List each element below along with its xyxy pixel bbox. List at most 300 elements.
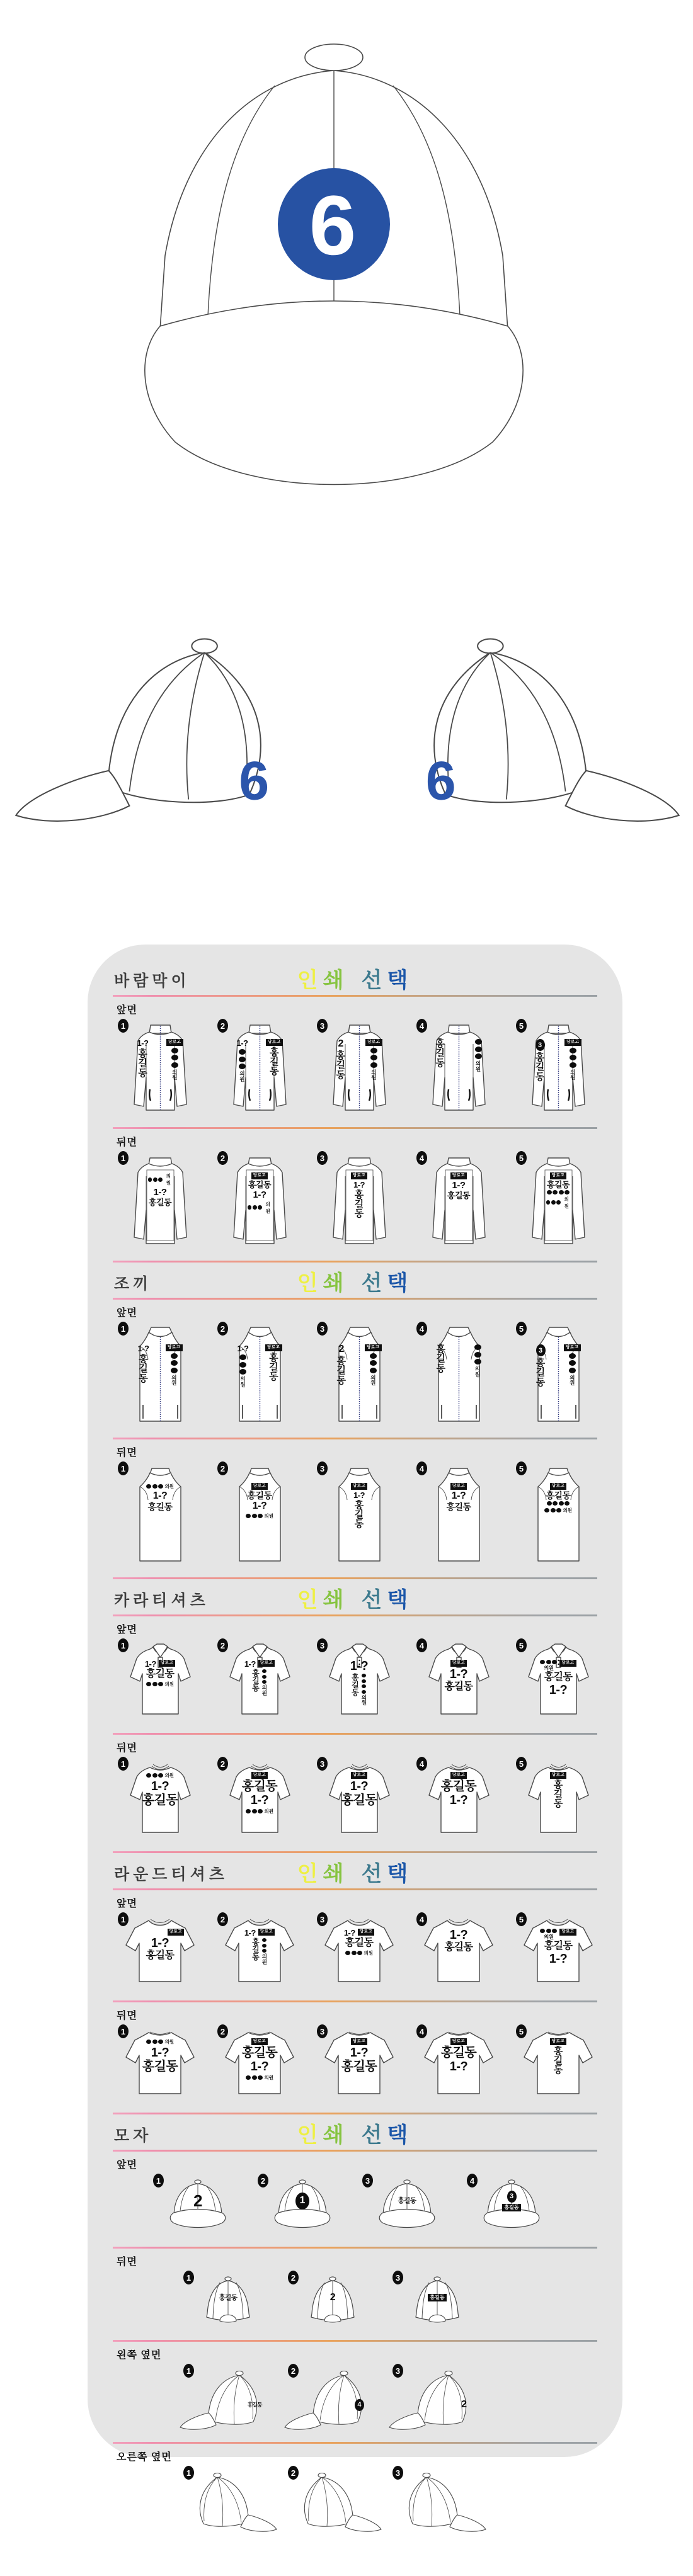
print-photo-dots — [146, 1681, 174, 1688]
option-cap-cap-right-1[interactable] — [176, 2465, 280, 2534]
option-vest-vest-front-5[interactable] — [508, 1320, 608, 1422]
print-party-logo: 당로고 — [351, 1772, 367, 1779]
garment-windbreaker-back — [326, 1156, 392, 1245]
option-cap-cap-front-4[interactable] — [459, 2172, 564, 2237]
option-number-badge: 2 — [217, 1912, 228, 1926]
print-preview — [136, 1929, 184, 1983]
side-cap-number: 6 — [425, 751, 456, 812]
hero-number: 6 — [309, 179, 357, 273]
option-number-badge: 5 — [516, 2024, 527, 2038]
print-photo-dots — [246, 1512, 273, 1519]
side-cap-number: 6 — [239, 751, 270, 812]
garment-polo-front — [522, 1643, 595, 1718]
print-party-logo: 당로고 — [266, 1039, 282, 1046]
print-text: 2 — [193, 2191, 202, 2210]
garment-windbreaker-front — [326, 1024, 392, 1112]
print-party-logo: 당로고 — [251, 1772, 268, 1779]
option-vest-vest-front-3[interactable] — [309, 1320, 409, 1422]
print-dots-suffix: 의원 — [265, 1201, 270, 1214]
print-preview — [335, 1772, 384, 1834]
print-party-logo: 당로고 — [159, 1660, 175, 1667]
print-photo-dots — [370, 1353, 377, 1373]
print-preview — [447, 1172, 471, 1238]
print-party-logo: 당로고 — [559, 1660, 576, 1667]
garment-polo-back — [124, 1762, 197, 1836]
option-vest-vest-back-1[interactable] — [110, 1460, 210, 1562]
print-text: 2 — [338, 1344, 344, 1354]
print-text: 1-? — [137, 1038, 149, 1048]
print-select-header — [297, 2118, 413, 2148]
print-text: 2 — [329, 2292, 336, 2303]
print-vertical-text: 홍 길 동 — [536, 1358, 546, 1388]
print-text: 홍길동 — [546, 1179, 570, 1189]
print-text: 2 — [338, 1038, 343, 1049]
section-divider — [113, 1851, 597, 1853]
select-char: 쇄 — [323, 1862, 349, 1886]
print-photo-dots — [547, 1501, 570, 1506]
option-cap-cap-left-1[interactable] — [176, 2363, 280, 2432]
option-number-badge: 1 — [183, 2466, 194, 2480]
print-text: 1-? — [549, 1682, 568, 1697]
print-dots-suffix: 의원 — [264, 1808, 273, 1814]
print-vertical-text: 의 원 — [261, 1953, 267, 1965]
section-divider — [113, 1888, 597, 1890]
print-text: 홍길동 — [341, 2059, 377, 2074]
option-row — [101, 1460, 609, 1562]
garment-tee-back — [321, 2029, 397, 2097]
select-char: 쇄 — [323, 2123, 349, 2147]
print-number-badge: 3 — [536, 1039, 545, 1051]
option-round-tee-tee-front-1[interactable] — [110, 1911, 210, 1985]
print-party-logo: 당로고 — [251, 1483, 268, 1490]
print-text: 1-? — [151, 1779, 169, 1793]
option-cap-cap-back-2[interactable] — [280, 2269, 385, 2330]
print-text: 홍길동 — [444, 1942, 473, 1953]
row-label: 앞면 — [117, 1005, 137, 1016]
print-photo-dots — [146, 2038, 174, 2045]
print-preview — [389, 2496, 432, 2517]
print-preview — [236, 2038, 284, 2095]
section-divider — [113, 1438, 597, 1439]
option-cap-cap-right-2[interactable] — [280, 2465, 385, 2534]
row-label: 뒤면 — [117, 2011, 137, 2021]
garment-cap-left — [386, 2369, 490, 2432]
print-text: 홍길동 — [446, 1501, 471, 1512]
row-label: 뒤면 — [117, 1448, 137, 1458]
print-dots-suffix: 의원 — [164, 1681, 174, 1687]
option-polo-polo-front-1[interactable] — [110, 1637, 210, 1718]
print-number-badge: 3 — [536, 1344, 546, 1356]
section-cap — [101, 2119, 609, 2534]
option-number-badge: 1 — [153, 2174, 164, 2187]
print-text: 의원 — [544, 1665, 554, 1671]
print-vertical-text: 홍 길 동 — [436, 1344, 445, 1374]
print-photo-dots — [262, 1669, 266, 1684]
hero-cap-front-icon — [140, 42, 527, 526]
option-polo-polo-front-4[interactable] — [409, 1637, 508, 1718]
option-windbreaker-windbreaker-front-1[interactable] — [110, 1018, 210, 1112]
print-text: 1-? — [343, 1928, 355, 1938]
option-number-badge: 1 — [118, 2024, 129, 2038]
print-photo-dots — [570, 1048, 576, 1068]
option-number-badge: 3 — [317, 1912, 328, 1926]
option-number-badge: 3 — [317, 1757, 328, 1771]
print-party-logo: 당로고 — [559, 1929, 576, 1936]
print-text: 1-? — [350, 1779, 369, 1793]
option-round-tee-tee-back-4[interactable] — [409, 2023, 508, 2097]
print-vertical-text: 홍 길 동 — [336, 1356, 346, 1386]
print-vertical-text: 의 원 — [361, 1694, 367, 1706]
print-party-logo: 당로고 — [168, 1929, 184, 1936]
option-cap-cap-left-3[interactable] — [385, 2363, 490, 2432]
option-number-badge: 1 — [183, 2364, 194, 2378]
select-char: 선 — [361, 1271, 387, 1295]
garment-cap-left — [176, 2369, 280, 2432]
garment-tee-front — [222, 1917, 297, 1985]
print-dots-suffix: 의원 — [564, 1196, 569, 1209]
print-stack — [262, 1938, 267, 1965]
print-preview — [338, 2394, 381, 2415]
print-party-logo: 당로고 — [365, 1344, 381, 1351]
garment-polo-front — [323, 1643, 396, 1718]
print-vertical-text: 의 원 — [239, 1070, 245, 1082]
print-preview — [338, 1483, 381, 1555]
option-number-badge: 5 — [516, 1019, 527, 1033]
select-char: 선 — [361, 1862, 387, 1886]
garment-polo-back — [423, 1762, 495, 1836]
print-vertical-text: 홍 길 동 — [352, 1673, 359, 1698]
option-number-badge: 4 — [467, 2174, 478, 2187]
option-row — [101, 1018, 609, 1112]
print-text: 홍길동 — [142, 2060, 178, 2074]
option-number-badge: 1 — [118, 1461, 129, 1475]
garment-tee-back — [520, 2029, 596, 2097]
section-divider — [113, 995, 597, 997]
print-right-column — [475, 1039, 482, 1072]
print-text: 1-? — [350, 2045, 369, 2060]
print-preview — [437, 1483, 481, 1555]
print-right-column — [266, 1039, 282, 1076]
row-label: 왼쪽 옆면 — [117, 2350, 162, 2361]
print-vertical-text: 홍 길 동 — [435, 1038, 445, 1069]
select-char: 인 — [297, 968, 323, 992]
option-cap-cap-front-3[interactable] — [355, 2172, 459, 2237]
print-photo-dots — [345, 1949, 373, 1956]
print-dots-suffix: 의원 — [364, 1950, 373, 1956]
print-party-logo: 당로고 — [251, 1172, 268, 1179]
option-cap-cap-left-2[interactable] — [280, 2363, 385, 2432]
option-row — [101, 1150, 609, 1245]
print-line — [534, 1660, 583, 1671]
section-divider — [113, 1614, 597, 1616]
garment-windbreaker-back — [426, 1156, 492, 1245]
select-char: 택 — [387, 1271, 413, 1295]
print-vertical-text: 홍 길 동 — [354, 1499, 364, 1530]
print-text: 1-? — [153, 1187, 167, 1198]
option-row — [101, 2023, 609, 2097]
row-label: 앞면 — [117, 2160, 137, 2170]
print-number-badge: 3 — [507, 2191, 517, 2203]
print-party-logo: 당로고 — [450, 1172, 467, 1179]
option-number-badge: 4 — [416, 2024, 427, 2038]
garment-vest-back — [130, 1467, 190, 1562]
print-party-logo: 당로고 — [351, 1172, 367, 1179]
section-title: 카라티셔츠 — [114, 1592, 209, 1609]
option-number-badge: 3 — [317, 1322, 328, 1336]
options-panel — [88, 945, 622, 2478]
option-vest-vest-front-4[interactable] — [409, 1320, 508, 1422]
print-text: 홍길동 — [546, 1490, 571, 1501]
garment-vest-front — [130, 1327, 190, 1422]
option-number-badge: 1 — [183, 2271, 194, 2284]
print-left-column — [437, 1344, 446, 1373]
print-text: 1-? — [449, 1928, 468, 1942]
option-polo-polo-back-5[interactable] — [508, 1756, 608, 1836]
print-line — [335, 1674, 384, 1706]
option-round-tee-tee-front-5[interactable] — [508, 1911, 608, 1985]
print-party-logo: 당로고 — [550, 1772, 566, 1779]
option-number-badge: 2 — [288, 2271, 299, 2284]
print-photo-dots — [540, 1929, 557, 1933]
print-photo-dots — [474, 1344, 481, 1365]
print-text: 홍길동 — [398, 2196, 416, 2204]
print-preview — [534, 1660, 583, 1715]
option-windbreaker-windbreaker-front-3[interactable] — [309, 1018, 409, 1112]
section-polo — [101, 1584, 609, 1836]
option-row — [101, 2465, 609, 2534]
option-cap-cap-front-2[interactable] — [250, 2172, 355, 2237]
garment-windbreaker-front — [127, 1024, 193, 1112]
option-windbreaker-windbreaker-back-2[interactable] — [210, 1150, 309, 1245]
print-preview — [248, 1172, 272, 1238]
print-preview — [442, 2394, 485, 2415]
garment-tee-back — [122, 2029, 198, 2097]
print-party-logo: 당로고 — [166, 1039, 183, 1046]
print-text: 홍길동 — [142, 1793, 178, 1807]
garment-tee-back — [222, 2029, 297, 2097]
print-text: 홍길동 — [544, 1940, 573, 1951]
section-divider — [113, 2000, 597, 2002]
print-preview — [437, 1344, 481, 1416]
print-preview — [285, 2496, 328, 2517]
row-label: 앞면 — [117, 1625, 137, 1635]
select-char: 택 — [387, 1862, 413, 1886]
print-text: 홍길동 — [247, 1490, 272, 1501]
section-header — [113, 1858, 597, 1887]
section-divider — [113, 2340, 597, 2342]
option-cap-cap-right-3[interactable] — [385, 2465, 490, 2534]
row-label: 앞면 — [117, 1898, 137, 1909]
section-header — [113, 965, 597, 994]
option-vest-vest-back-2[interactable] — [210, 1460, 309, 1562]
print-right-column — [365, 1039, 382, 1081]
option-number-badge: 1 — [118, 1912, 129, 1926]
print-photo-dots — [544, 1507, 572, 1514]
print-preview — [204, 2287, 252, 2308]
option-number-badge: 5 — [516, 1638, 527, 1652]
select-char: 쇄 — [323, 1588, 349, 1612]
option-number-badge: 1 — [118, 1638, 129, 1652]
option-row — [101, 1320, 609, 1422]
print-right-column — [166, 1039, 183, 1081]
option-vest-vest-back-5[interactable] — [508, 1460, 608, 1562]
option-number-badge: 4 — [416, 1461, 427, 1475]
print-text: 1-? — [244, 1659, 256, 1669]
section-title: 라운드티셔츠 — [114, 1866, 228, 1883]
print-dots-suffix: 의원 — [164, 1484, 174, 1489]
option-round-tee-tee-back-2[interactable] — [210, 2023, 309, 2097]
option-number-badge: 3 — [317, 1638, 328, 1652]
option-vest-vest-back-3[interactable] — [309, 1460, 409, 1562]
print-vertical-text: 홍 길 동 — [252, 1669, 260, 1693]
garment-tee-front — [321, 1917, 397, 1985]
print-preview — [336, 1039, 382, 1107]
print-preview — [383, 2190, 431, 2211]
option-number-badge: 4 — [416, 1638, 427, 1652]
option-number-badge: 3 — [317, 1019, 328, 1033]
print-vertical-text: 의 원 — [370, 1374, 376, 1387]
print-vertical-text: 홍 길 동 — [269, 1352, 278, 1383]
garment-cap-right — [281, 2471, 385, 2534]
garment-cap-right — [386, 2471, 490, 2534]
option-number-badge: 1 — [118, 1019, 129, 1033]
print-text: 1-? — [549, 1951, 568, 1966]
select-char: 선 — [361, 968, 387, 992]
option-round-tee-tee-back-3[interactable] — [309, 2023, 409, 2097]
print-vertical-text: 의 원 — [475, 1060, 481, 1072]
option-polo-polo-front-2[interactable] — [210, 1637, 309, 1718]
garment-vest-front — [429, 1327, 489, 1422]
print-preview — [238, 1344, 282, 1416]
option-number-badge: 5 — [516, 1151, 527, 1165]
print-preview — [546, 1172, 571, 1238]
option-vest-vest-front-1[interactable] — [110, 1320, 210, 1422]
print-party-logo: 당로고 — [258, 1660, 275, 1667]
section-windbreaker — [101, 965, 609, 1245]
option-cap-cap-back-1[interactable] — [176, 2269, 280, 2330]
section-divider — [113, 2113, 597, 2114]
print-left-column — [138, 1344, 149, 1383]
print-preview — [488, 2190, 536, 2211]
print-party-logo: 당로고 — [265, 1344, 282, 1351]
option-round-tee-tee-front-2[interactable] — [210, 1911, 309, 1985]
print-photo-dots — [146, 1772, 174, 1779]
print-text: 의원 — [544, 1934, 554, 1940]
option-number-badge: 3 — [362, 2174, 373, 2187]
print-name-box: 홍길동 — [502, 2204, 520, 2211]
side-cap-left-icon — [3, 635, 331, 830]
print-select-header — [297, 1582, 413, 1613]
option-cap-cap-front-1[interactable] — [146, 2172, 250, 2237]
option-number-badge: 3 — [317, 2024, 328, 2038]
print-preview — [335, 2038, 383, 2095]
garment-cap-right — [176, 2471, 280, 2534]
print-photo-dots — [546, 1196, 571, 1210]
option-round-tee-tee-back-1[interactable] — [110, 2023, 210, 2097]
print-preview — [534, 1772, 583, 1834]
garment-tee-front — [421, 1917, 496, 1985]
option-number-badge: 1 — [118, 1322, 129, 1336]
option-polo-polo-back-2[interactable] — [210, 1756, 309, 1836]
print-preview — [435, 1929, 483, 1983]
option-windbreaker-windbreaker-front-2[interactable] — [210, 1018, 309, 1112]
print-preview — [413, 2287, 461, 2308]
option-windbreaker-windbreaker-back-4[interactable] — [409, 1150, 508, 1245]
option-round-tee-tee-front-3[interactable] — [309, 1911, 409, 1985]
print-text: 1-? — [353, 1179, 365, 1189]
garment-vest-back — [329, 1467, 389, 1562]
option-number-badge: 1 — [118, 1757, 129, 1771]
section-round-tee — [101, 1858, 609, 2097]
print-right-column — [474, 1344, 481, 1377]
print-text: 1-? — [451, 1490, 466, 1501]
option-row — [101, 2172, 609, 2237]
section-divider — [113, 2442, 597, 2444]
print-preview — [135, 1660, 185, 1715]
print-party-logo: 당로고 — [258, 1929, 275, 1936]
print-party-logo: 당로고 — [450, 2038, 467, 2045]
print-text: 홍길동 — [147, 1502, 173, 1512]
section-divider — [113, 2150, 597, 2152]
option-windbreaker-windbreaker-back-3[interactable] — [309, 1150, 409, 1245]
print-text: 홍길동 — [148, 1198, 172, 1207]
print-text: 홍길동 — [146, 1949, 175, 1961]
option-windbreaker-windbreaker-back-5[interactable] — [508, 1150, 608, 1245]
print-left-column — [536, 1344, 546, 1387]
row-label: 뒤면 — [117, 1743, 137, 1754]
print-photo-dots — [262, 1938, 266, 1953]
select-char: 택 — [387, 968, 413, 992]
select-char: 쇄 — [323, 1271, 349, 1295]
print-vertical-text: 의 원 — [474, 1366, 481, 1378]
option-polo-polo-back-4[interactable] — [409, 1756, 508, 1836]
option-round-tee-tee-front-4[interactable] — [409, 1911, 508, 1985]
print-text: 홍길동 — [444, 1681, 473, 1692]
garment-tee-front — [520, 1917, 596, 1985]
select-char: 인 — [297, 1862, 323, 1886]
option-vest-vest-front-2[interactable] — [210, 1320, 309, 1422]
option-number-badge: 2 — [217, 1638, 228, 1652]
option-round-tee-tee-back-5[interactable] — [508, 2023, 608, 2097]
print-vertical-text: 홍 길 동 — [553, 2045, 563, 2076]
option-windbreaker-windbreaker-back-1[interactable] — [110, 1150, 210, 1245]
garment-cap-front — [166, 2179, 229, 2237]
option-number-badge: 3 — [317, 1151, 328, 1165]
print-right-column — [265, 1344, 282, 1382]
print-vertical-text: 홍 길 동 — [336, 1050, 345, 1081]
option-polo-polo-front-3[interactable] — [309, 1637, 409, 1718]
print-party-logo: 당로고 — [450, 1483, 467, 1490]
option-vest-vest-back-4[interactable] — [409, 1460, 508, 1562]
print-photo-dots — [246, 1808, 273, 1815]
option-windbreaker-windbreaker-front-4[interactable] — [409, 1018, 508, 1112]
print-text: 홍길동 — [247, 2401, 262, 2408]
option-polo-polo-back-3[interactable] — [309, 1756, 409, 1836]
print-preview — [278, 2190, 326, 2211]
option-polo-polo-front-5[interactable] — [508, 1637, 608, 1718]
print-party-logo: 당로고 — [550, 2038, 566, 2045]
print-photo-dots — [362, 1674, 366, 1694]
option-windbreaker-windbreaker-front-5[interactable] — [508, 1018, 608, 1112]
print-photo-dots — [148, 1172, 173, 1186]
section-header — [113, 1268, 597, 1297]
garment-vest-front — [329, 1327, 389, 1422]
option-cap-cap-back-3[interactable] — [385, 2269, 490, 2330]
section-divider — [113, 1733, 597, 1735]
option-number-badge: 2 — [288, 2364, 299, 2378]
option-polo-polo-back-1[interactable] — [110, 1756, 210, 1836]
print-text: 1-? — [151, 1936, 169, 1950]
